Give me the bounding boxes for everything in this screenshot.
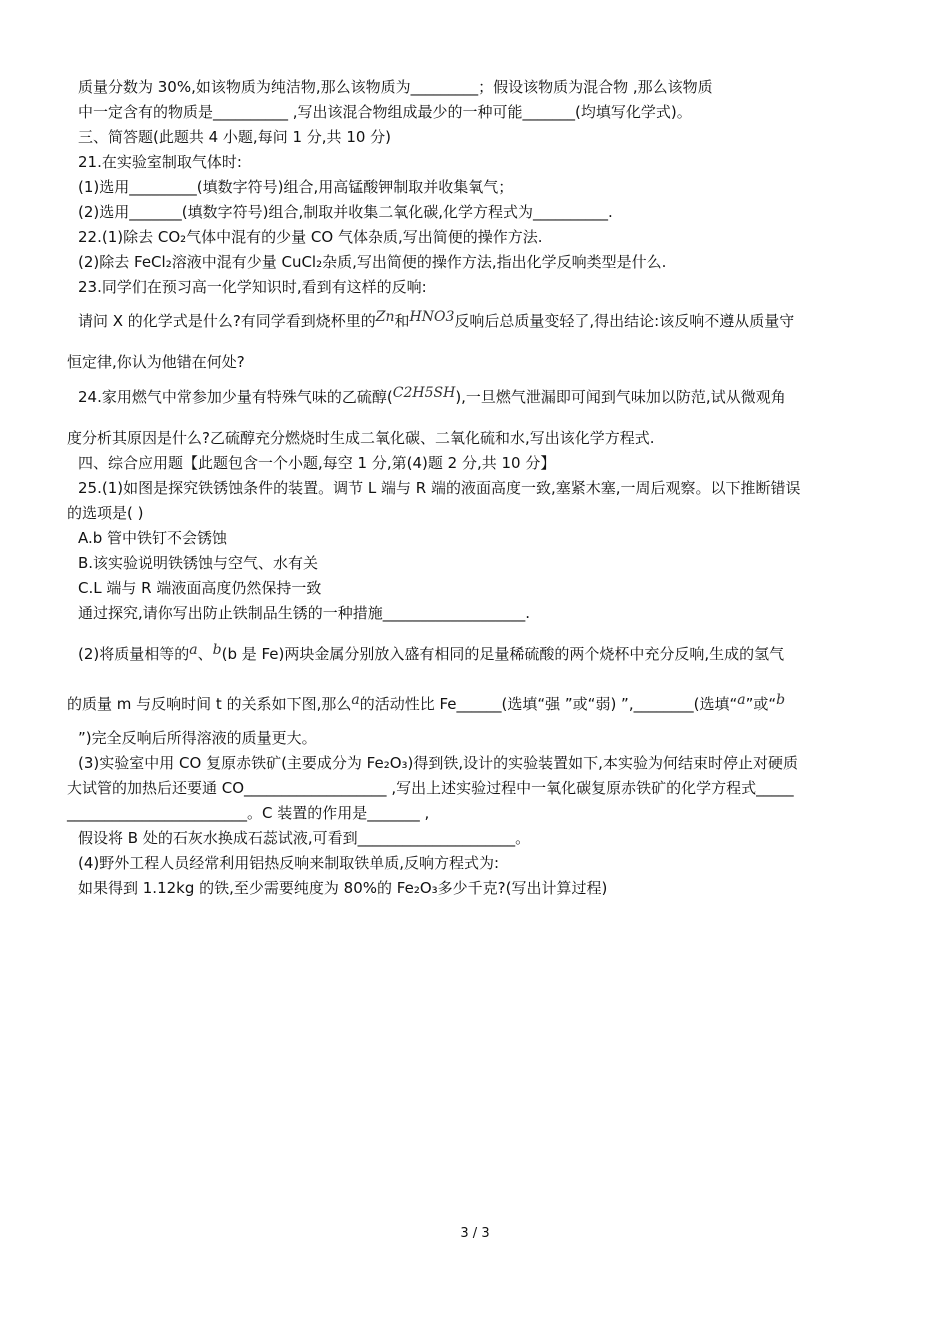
question-25-4: (4)野外工程人员经常利用铝热反响来制取铁单质,反响方程式为: — [78, 854, 500, 872]
option-a: A.b 管中铁钉不会锈蚀 — [78, 529, 228, 547]
question-24: 24.家用燃气中常参加少量有特殊气味的乙硫醇(C2H5SH),一旦燃气泄漏即可闻到气味加以防范,试从微观角 — [78, 385, 786, 406]
option-c: C.L 端与 R 端液面高度仍然保持一致 — [78, 579, 322, 597]
text-line: 恒定律,你认为他错在何处? — [67, 353, 245, 371]
text-line: 大试管的加热后还要通 CO___________________ ,写出上述实验过程中一氧化碳复原赤铁矿的化学方程式_____ — [67, 779, 794, 797]
question-23-text: 请问 X 的化学式是什么?有同学看到烧杯里的Zn和HNO3反响后总质量变轻了,得出结论:该反响不遵从质量守 — [78, 309, 795, 330]
text-line: 通过探究,请你写出防止铁制品生锈的一种措施___________________. — [78, 604, 531, 622]
text-line: 中一定含有的物质是__________ ,写出该混合物组成最少的一种可能_______(均填写化学式)。 — [78, 103, 692, 121]
text-line: (2)除去 FeCl₂溶液中混有少量 CuCl₂杂质,写出简便的操作方法,指出化学反响类型是什么. — [78, 253, 667, 271]
text-line: ”)完全反响后所得溶液的质量更大。 — [78, 729, 317, 747]
question-21: 21.在实验室制取气体时: — [78, 153, 242, 171]
text-line: 质量分数为 30%,如该物质为纯洁物,那么该物质为_________；假设该物质为混合物 ,那么该物质 — [78, 78, 713, 96]
text-line: 度分析其原因是什么?乙硫醇充分燃烧时生成二氧化碳、二氧化硫和水,写出该化学方程式. — [67, 429, 655, 447]
text-line: 假设将 B 处的石灰水换成石蕊试液,可看到_____________________。 — [78, 829, 531, 847]
question-25-2-cont: 的质量 m 与反响时间 t 的关系如下图,那么a的活动性比 Fe______(选填“强 ”或“弱) ”,________(选填“a”或“b — [67, 692, 786, 713]
section-heading: 三、简答题(此题共 4 小题,每问 1 分,共 10 分) — [78, 128, 392, 146]
section-heading: 四、综合应用题【此题包含一个小题,每空 1 分,第(4)题 2 分,共 10 分】 — [78, 454, 556, 472]
question-25-2: (2)将质量相等的a、b(b 是 Fe)两块金属分别放入盛有相同的足量稀硫酸的两个烧杯中充分反响,生成的氢气 — [78, 642, 785, 663]
option-b: B.该实验说明铁锈蚀与空气、水有关 — [78, 554, 319, 572]
page-number: 3 / 3 — [460, 1226, 490, 1241]
question-25-3: (3)实验室中用 CO 复原赤铁矿(主要成分为 Fe₂O₃)得到铁,设计的实验装置如下,本实验为何结束时停止对硬质 — [78, 754, 798, 772]
text-line: 的选项是( ) — [67, 504, 144, 522]
text-line: 如果得到 1.12kg 的铁,至少需要纯度为 80%的 Fe₂O₃多少千克?(写出计算过程) — [78, 879, 608, 897]
question-23: 23.同学们在预习高一化学知识时,看到有这样的反响: — [78, 278, 427, 296]
question-25: 25.(1)如图是探究铁锈蚀条件的装置。调节 L 端与 R 端的液面高度一致,塞紧木塞,一周后观察。以下推断错误 — [78, 479, 801, 497]
text-line: ________________________。C 装置的作用是_______ , — [67, 804, 430, 822]
question-22: 22.(1)除去 CO₂气体中混有的少量 CO 气体杂质,写出简便的操作方法. — [78, 228, 543, 246]
text-line: (1)选用_________(填数字符号)组合,用高锰酸钾制取并收集氧气； — [78, 178, 514, 196]
text-line: (2)选用_______(填数字符号)组合,制取并收集二氧化碳,化学方程式为__________. — [78, 203, 613, 221]
